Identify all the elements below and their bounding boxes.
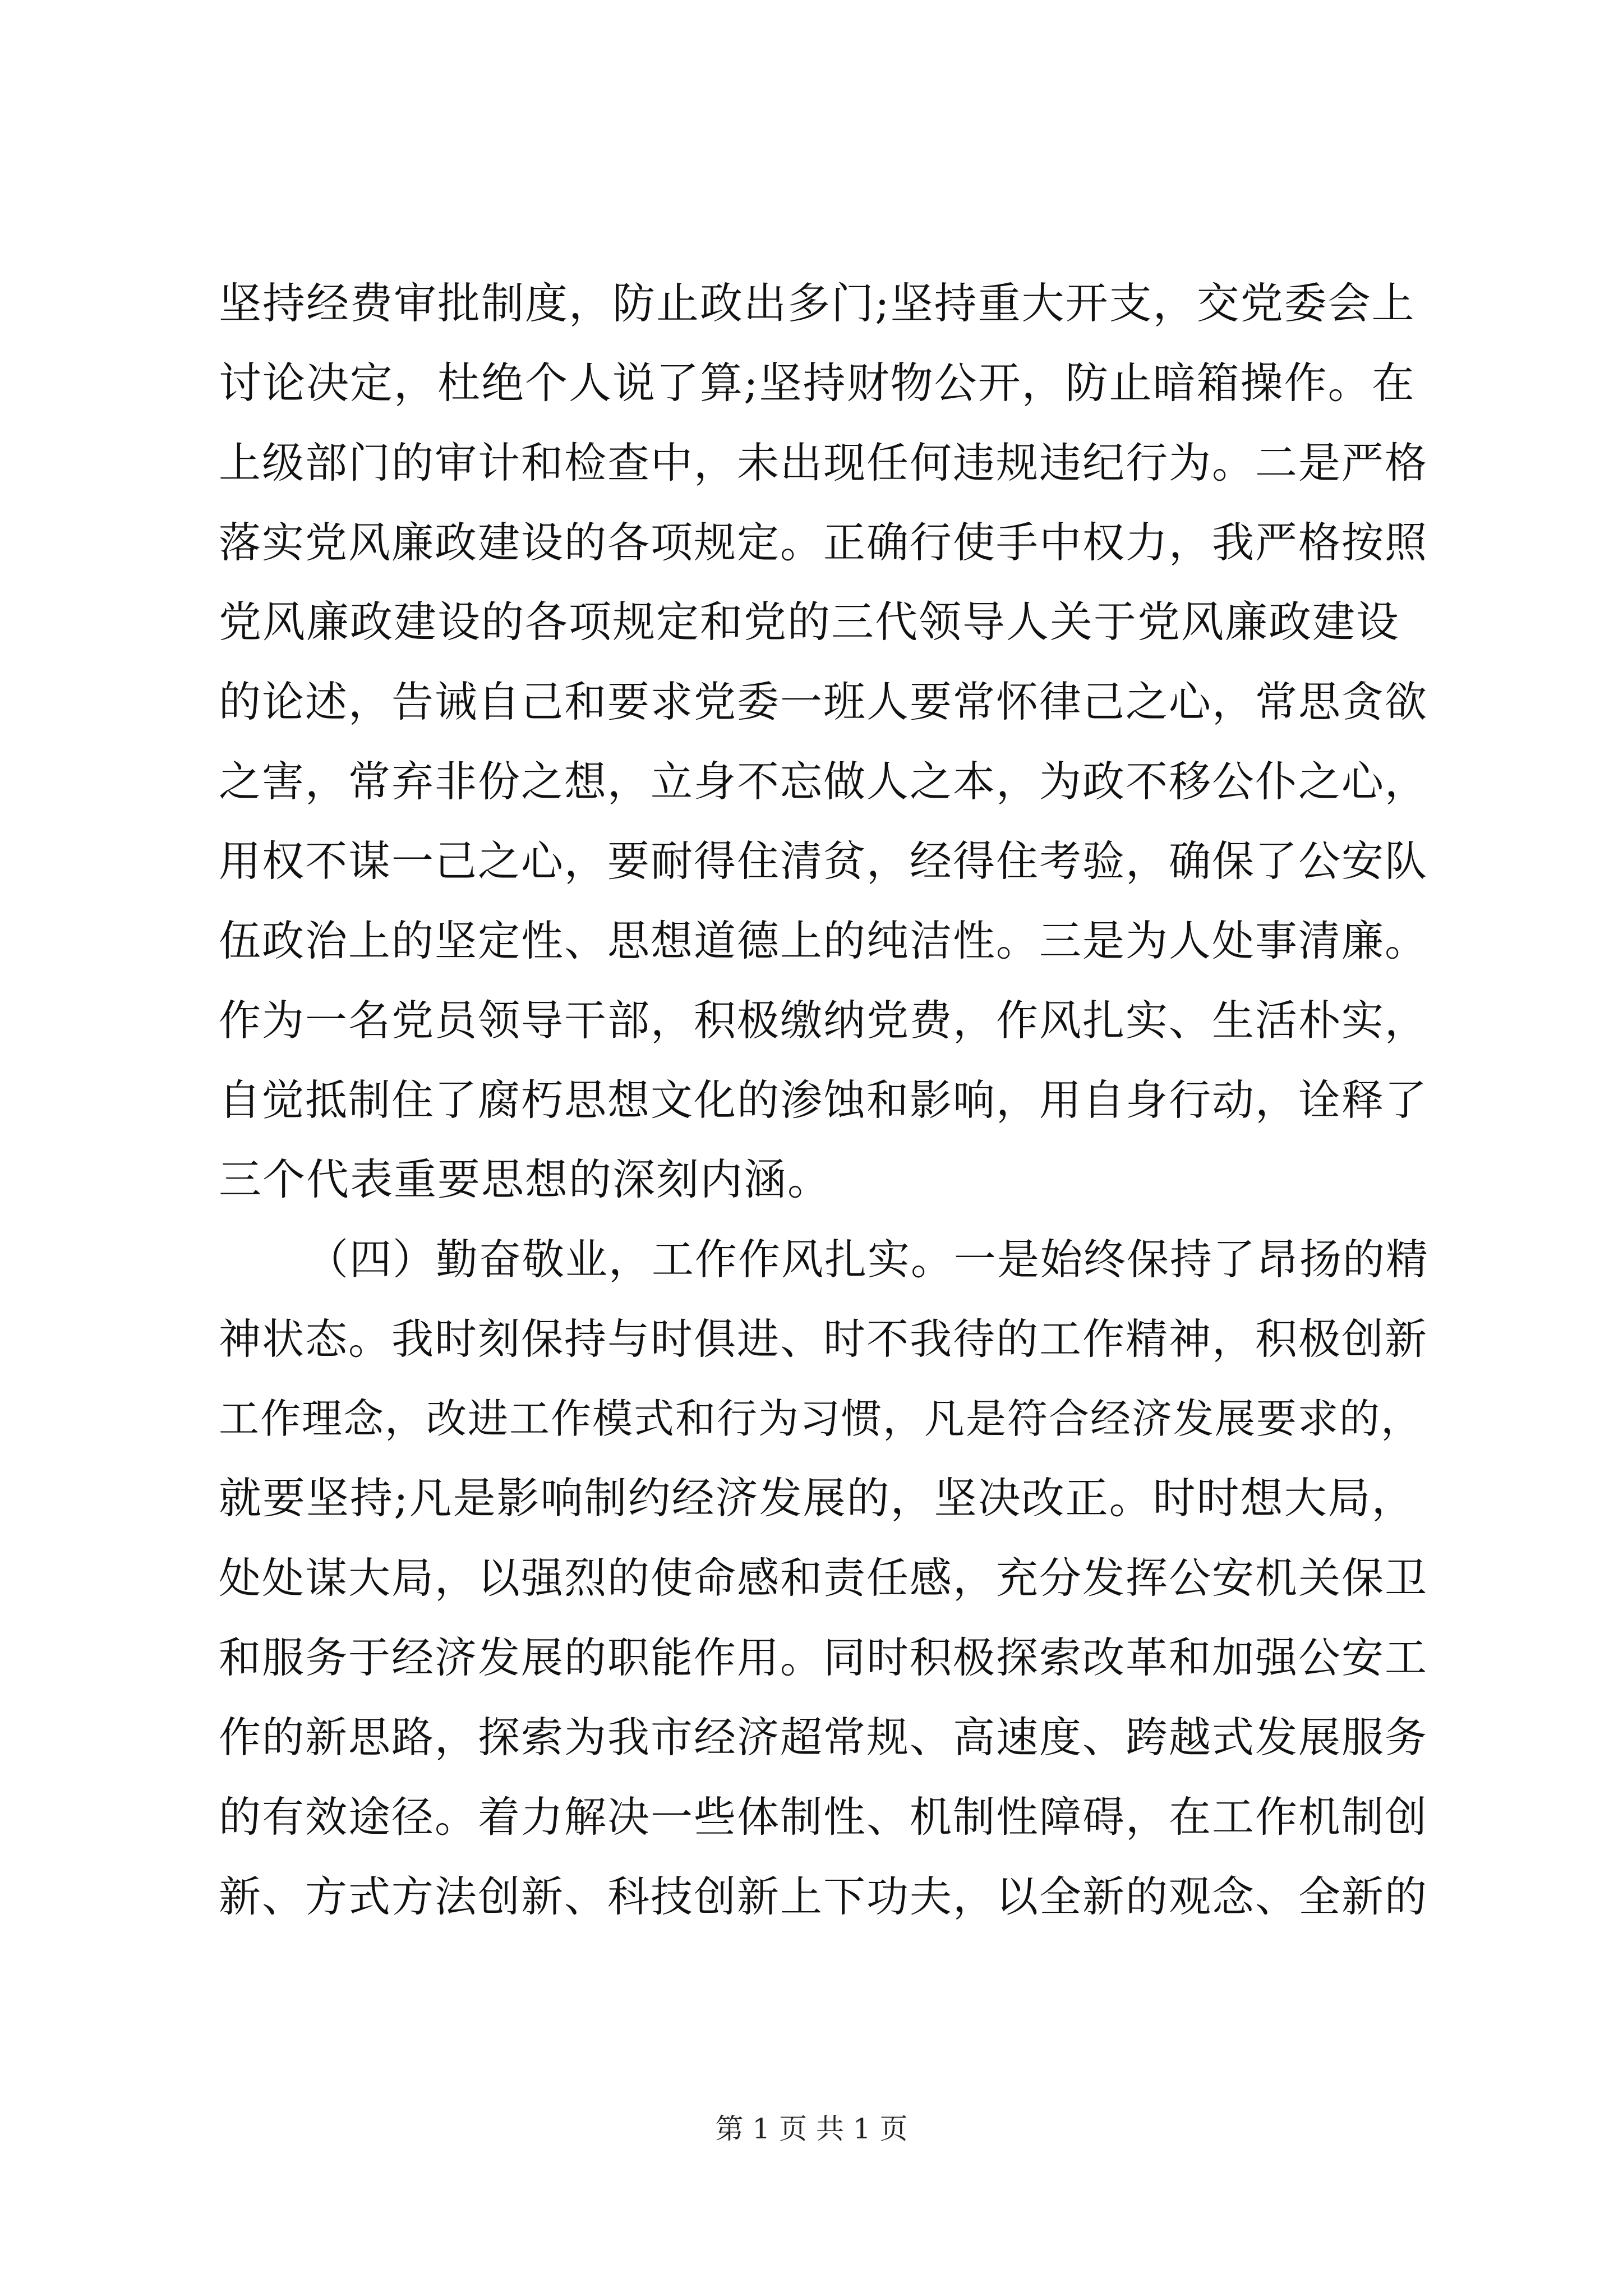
text-line: 伍政治上的坚定性、思想道德上的纯洁性。三是为人处事清廉。	[219, 916, 1428, 965]
text-line: 之害，常弃非份之想，立身不忘做人之本，为政不移公仆之心，	[219, 757, 1428, 806]
text-line: 和服务于经济发展的职能作用。同时积极探索改革和加强公安工	[219, 1633, 1428, 1682]
text-line: 上级部门的审计和检查中，未出现任何违规违纪行为。二是严格	[219, 438, 1428, 487]
text-line: 作为一名党员领导干部，积极缴纳党费，作风扎实、生活朴实，	[219, 996, 1428, 1045]
text-line: 自觉抵制住了腐朽思想文化的渗蚀和影响，用自身行动，诠释了	[219, 1075, 1428, 1125]
page-number-footer: 第 1 页 共 1 页	[715, 2113, 908, 2145]
text-line: 用权不谋一己之心，要耐得住清贫，经得住考验，确保了公安队	[219, 836, 1428, 886]
text-line: 神状态。我时刻保持与时俱进、时不我待的工作精神，积极创新	[219, 1314, 1428, 1364]
paragraph-start-line: （四）勤奋敬业，工作作风扎实。一是始终保持了昂扬的精	[306, 1235, 1430, 1284]
text-line: 的论述，告诫自己和要求党委一班人要常怀律己之心，常思贪欲	[219, 677, 1428, 726]
text-line: 讨论决定，杜绝个人说了算;坚持财物公开，防止暗箱操作。在	[219, 358, 1415, 408]
text-line: 就要坚持;凡是影响制约经济发展的，坚决改正。时时想大局，	[219, 1473, 1415, 1523]
text-line: 党风廉政建设的各项规定和党的三代领导人关于党风廉政建设	[219, 597, 1400, 647]
text-line: 坚持经费审批制度，防止政出多门;坚持重大开支，交党委会上	[219, 278, 1415, 328]
text-line: 新、方式方法创新、科技创新上下功夫，以全新的观念、全新的	[219, 1872, 1428, 1921]
text-line: 的有效途径。着力解决一些体制性、机制性障碍，在工作机制创	[219, 1792, 1428, 1842]
text-line: 处处谋大局，以强烈的使命感和责任感，充分发挥公安机关保卫	[219, 1553, 1428, 1603]
text-line: 作的新思路，探索为我市经济超常规、高速度、跨越式发展服务	[219, 1713, 1428, 1762]
text-line: 落实党风廉政建设的各项规定。正确行使手中权力，我严格按照	[219, 518, 1428, 567]
text-line: 工作理念，改进工作模式和行为习惯，凡是符合经济发展要求的，	[219, 1395, 1423, 1442]
text-line: 三个代表重要思想的深刻内涵。	[219, 1154, 831, 1204]
